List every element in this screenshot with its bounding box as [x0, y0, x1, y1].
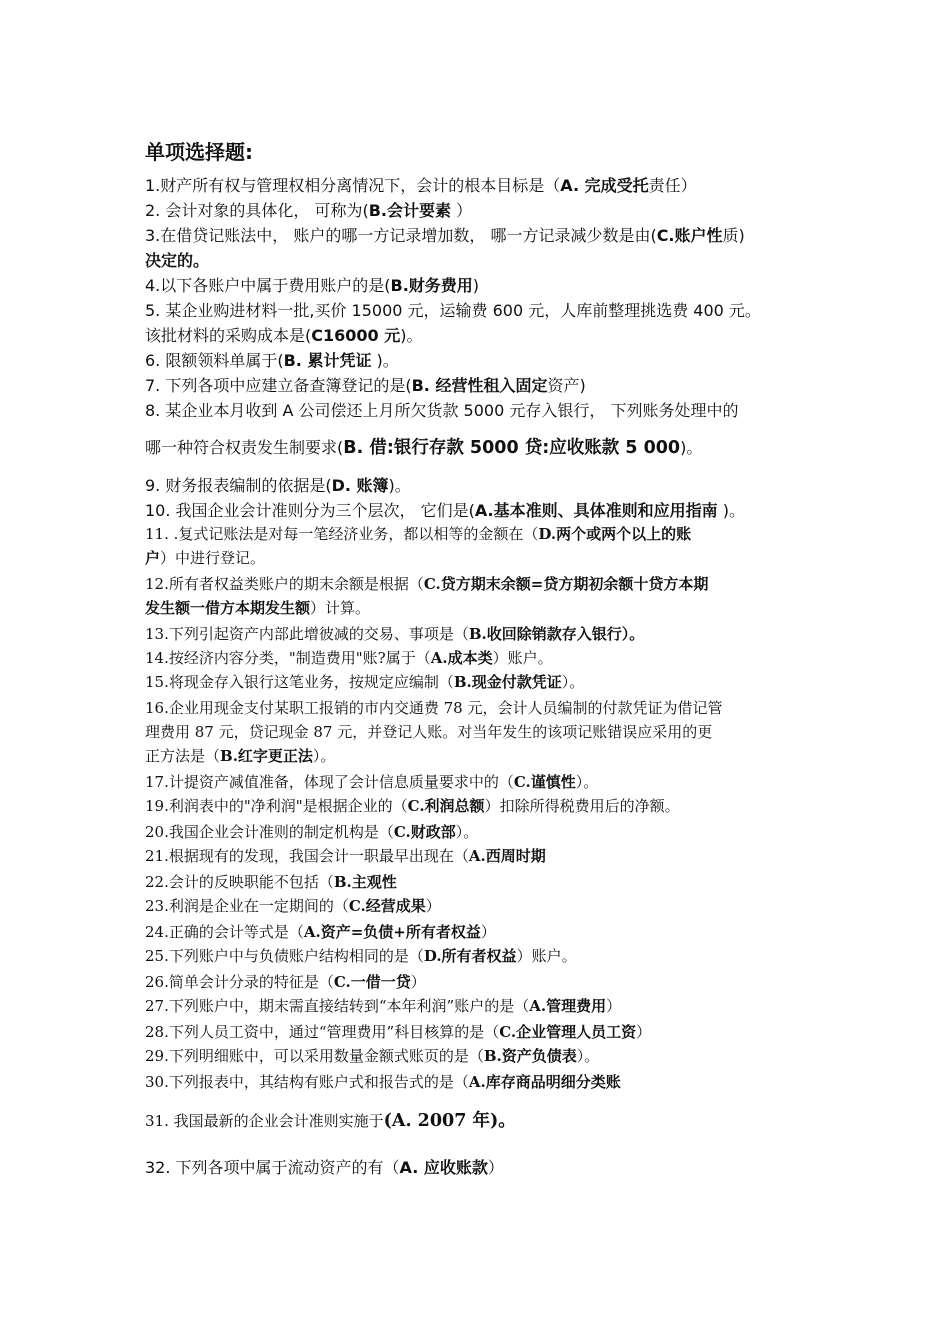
question-text: ): [472, 276, 480, 295]
answer-text: A. 完成受托: [560, 176, 649, 195]
question-text: ）: [410, 973, 426, 991]
answer-text: A.库存商品明细分类账: [468, 1073, 621, 1091]
question-text: )。: [717, 501, 745, 520]
question-text: 9. 财务报表编制的依据是(: [145, 476, 332, 495]
answer-text: A.成本类: [430, 649, 493, 667]
question-line: [145, 701, 722, 716]
answer-text: A.基本准则、具体准则和应用指南: [474, 501, 718, 520]
question-line: [145, 403, 738, 419]
answer-text: D.两个或两个以上的账: [538, 525, 692, 543]
question-text: 12.所有者权益类账户的期末余额是根据（: [145, 575, 424, 593]
question-text: 23.利润是企业在一定期间的（: [145, 897, 349, 915]
question-line: [145, 627, 644, 642]
question-line: [145, 1113, 516, 1131]
answer-text: 户: [145, 549, 161, 567]
question-text: ）。: [576, 1047, 600, 1065]
question-text: ）。: [575, 773, 599, 791]
answer-text: B.主观性: [333, 873, 397, 891]
answer-text: B. 借:银行存款 5000 贷:应收账款 5 000: [343, 438, 681, 458]
question-text: )。: [400, 326, 423, 345]
question-line: [145, 253, 209, 269]
question-line: [145, 527, 691, 542]
question-line: [145, 303, 761, 319]
question-line: [145, 875, 397, 890]
answer-text: C.财政部: [393, 823, 456, 841]
answer-text: B.资产负债表: [483, 1047, 577, 1065]
answer-text: C.企业管理人员工资: [499, 1023, 637, 1041]
question-text: ）: [487, 1158, 504, 1177]
question-text: 8. 某企业本月收到 A 公司偿还上月所欠货款 5000 元存入银行， 下列账务处理中的: [145, 401, 739, 420]
question-line: [145, 178, 697, 194]
answer-text: C.一借一贷: [333, 973, 411, 991]
question-text: 28.下列人员工资中，通过“管理费用”科目核算的是（: [145, 1023, 500, 1041]
answer-text: A.西周时期: [468, 847, 546, 865]
answer-text: D. 账簿: [331, 476, 389, 495]
answer-text: A.管理费用: [529, 997, 607, 1015]
question-text: 3.在借贷记账法中， 账户的哪一方记录增加数， 哪一方记录减少数是由(: [145, 226, 657, 245]
answer-text: B. 累计凭证: [283, 351, 372, 370]
question-line: [145, 799, 680, 814]
answer-text: B. 经营性租入固定: [411, 376, 548, 395]
question-text: ）: [606, 997, 622, 1015]
question-text: 资产): [547, 376, 586, 395]
question-line: [145, 278, 479, 294]
question-text: 21.根据现有的发现，我国会计一职最早出现在（: [145, 847, 469, 865]
question-line: [145, 1049, 599, 1064]
question-line: [145, 1025, 651, 1040]
question-line: [145, 503, 745, 519]
question-line: [145, 1075, 621, 1090]
question-text: 理费用 87 元，贷记现金 87 元，并登记人账。对当年发生的该项记账错误应采用的更: [145, 723, 713, 741]
question-text: 26.简单会计分录的特征是（: [145, 973, 334, 991]
question-line: [145, 999, 621, 1014]
question-text: 13.下列引起资产内部此增彼减的交易、事项是（: [145, 625, 469, 643]
question-line: [145, 551, 265, 566]
question-text: 质): [722, 226, 745, 245]
question-line: [145, 775, 598, 790]
answer-text: B.财务费用: [390, 276, 473, 295]
question-line: [145, 577, 708, 592]
question-text: ）扣除所得税费用后的净额。: [484, 797, 680, 815]
question-text: ）账户。: [516, 947, 577, 965]
question-text: 31. 我国最新的企业会计准则实施于: [145, 1112, 384, 1130]
question-text: 22.会计的反映职能不包括（: [145, 873, 334, 891]
question-text: ）: [450, 201, 473, 220]
question-text: 1.财产所有权与管理权相分离情况下，会计的根本目标是（: [145, 176, 561, 195]
question-text: ）。: [312, 747, 336, 765]
question-text: ）: [636, 1023, 652, 1041]
answer-text: C.谨慎性: [513, 773, 576, 791]
question-text: 正方法是（: [145, 747, 221, 765]
question-line: [145, 478, 411, 494]
question-line: [145, 949, 577, 964]
question-line: [145, 749, 335, 764]
question-line: [145, 1160, 504, 1176]
answer-text: B.会计要素: [368, 201, 451, 220]
question-text: 7. 下列各项中应建立备查簿登记的是(: [145, 376, 412, 395]
answer-text: B.现金付款凭证: [453, 673, 562, 691]
question-line: [145, 601, 370, 616]
question-text: 4.以下各账户中属于费用账户的是(: [145, 276, 391, 295]
question-text: 19.利润表中的"净利润"是根据企业的（: [145, 797, 408, 815]
question-text: 27.下列账户中，期末需直接结转到“本年利润”账户的是（: [145, 997, 530, 1015]
question-text: 32. 下列各项中属于流动资产的有（: [145, 1158, 400, 1177]
question-text: ）。: [561, 673, 585, 691]
answer-text: A.资产=负债+所有者权益: [303, 923, 481, 941]
question-text: 责任）: [648, 176, 697, 195]
answer-text: C.利润总额: [407, 797, 485, 815]
answer-text: 发生额一借方本期发生额: [145, 599, 311, 617]
question-text: ）中进行登记。: [160, 549, 266, 567]
question-line: [145, 651, 553, 666]
question-line: [145, 228, 745, 244]
answer-text: A. 应收账款: [399, 1158, 488, 1177]
answer-text: D.所有者权益: [423, 947, 517, 965]
question-text: 6. 限额领料单属于(: [145, 351, 284, 370]
question-line: [145, 849, 546, 864]
question-text: 2. 会计对象的具体化， 可称为(: [145, 201, 369, 220]
question-text: 20.我国企业会计准则的制定机构是（: [145, 823, 394, 841]
question-text: 17.计提资产减值准备，体现了会计信息质量要求中的（: [145, 773, 514, 791]
question-text: 10. 我国企业会计准则分为三个层次， 它们是(: [145, 501, 475, 520]
question-line: [145, 675, 584, 690]
question-line: [145, 353, 399, 369]
question-text: 29.下列明细账中，可以采用数量金额式账页的是（: [145, 1047, 484, 1065]
question-line: [145, 925, 496, 940]
question-text: ）账户。: [492, 649, 553, 667]
question-line: [145, 440, 702, 458]
question-text: ）: [425, 897, 441, 915]
page-title: 单项选择题:: [145, 140, 253, 164]
question-text: )。: [388, 476, 411, 495]
question-text: 15.将现金存入银行这笔业务，按规定应编制（: [145, 673, 454, 691]
question-text: 16.企业用现金支付某职工报销的市内交通费 78 元，会计人员编制的付款凭证为借记管: [145, 699, 723, 717]
question-text: ）计算。: [310, 599, 371, 617]
answer-text: C.账户性: [656, 226, 723, 245]
question-line: [145, 899, 441, 914]
answer-text: B.红字更正法: [220, 747, 313, 765]
answer-text: (A. 2007 年)。: [383, 1111, 516, 1131]
question-text: ）: [480, 923, 496, 941]
question-text: 25.下列账户中与负债账户结构相同的是（: [145, 947, 424, 965]
answer-text: B.收回除销款存入银行）。: [468, 625, 645, 643]
question-text: 24.正确的会计等式是（: [145, 923, 304, 941]
question-line: [145, 725, 712, 740]
answer-text: 决定的。: [145, 251, 210, 270]
question-text: )。: [680, 438, 703, 457]
question-text: 14.按经济内容分类，"制造费用"账?属于（: [145, 649, 431, 667]
question-text: )。: [371, 351, 399, 370]
question-line: [145, 378, 586, 394]
question-line: [145, 825, 478, 840]
question-line: [145, 203, 472, 219]
question-text: 哪一种符合权责发生制要求(: [145, 438, 344, 457]
question-text: ）。: [455, 823, 479, 841]
answer-text: C.贷方期末余额=贷方期初余额十贷方本期: [423, 575, 709, 593]
question-text: 30.下列报表中，其结构有账户式和报告式的是（: [145, 1073, 469, 1091]
answer-text: C16000 元: [311, 326, 401, 345]
question-line: [145, 328, 422, 344]
question-line: [145, 975, 426, 990]
question-text: 5. 某企业购进材料一批,买价 15000 元，运输费 600 元，人库前整理挑选费 400 元。: [145, 301, 761, 320]
question-text: 该批材料的采购成本是(: [145, 326, 312, 345]
answer-text: C.经营成果: [348, 897, 426, 915]
question-text: 11. .复式记账法是对每一笔经济业务，都以相等的金额在（: [145, 525, 539, 543]
